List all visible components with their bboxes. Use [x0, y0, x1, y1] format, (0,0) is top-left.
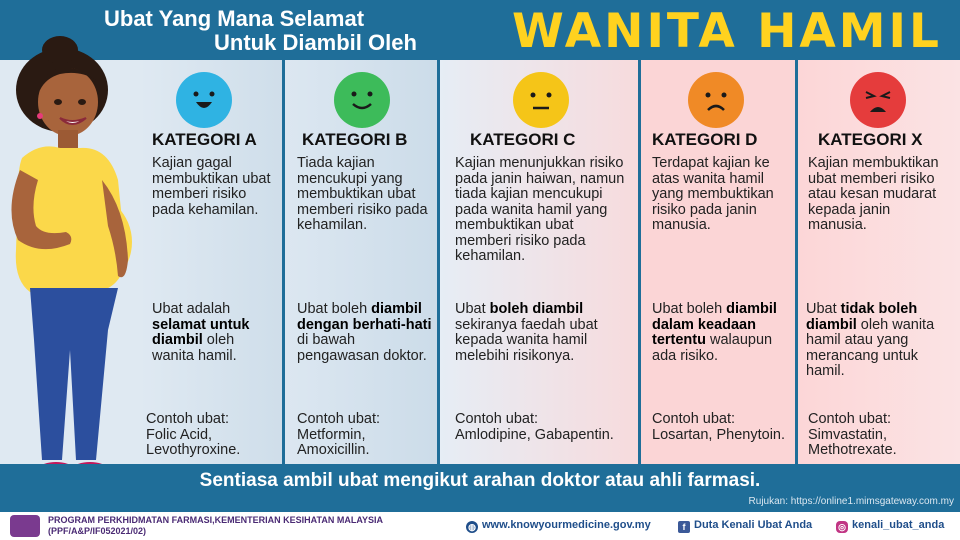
category-d-statement: Ubat boleh diambil dalam keadaan tertentu walaupun ada risiko.	[652, 301, 777, 364]
neutral-face-icon	[513, 72, 569, 128]
facebook-icon: f	[678, 521, 690, 533]
category-x-title: KATEGORI X	[818, 130, 923, 149]
ministry-logo	[10, 515, 40, 537]
separator	[795, 60, 798, 464]
header-title: WANITA HAMIL	[512, 4, 942, 59]
category-x-examples: Contoh ubat: Simvastatin, Methotrexate.	[808, 411, 897, 458]
program-info: PROGRAM PERKHIDMATAN FARMASI,KEMENTERIAN KESIHATAN MALAYSIA (PPF/A&P/IF052021/02)	[48, 515, 384, 536]
header-line1: Ubat Yang Mana Selamat	[104, 6, 365, 31]
smiling-face-icon	[334, 72, 390, 128]
website-link[interactable]: ◍ www.knowyourmedicine.gov.my	[466, 519, 651, 533]
category-c-statement: Ubat boleh diambil sekiranya faedah ubat kepada wanita hamil melebihi risikonya.	[455, 301, 598, 364]
category-a-title: KATEGORI A	[152, 130, 257, 149]
sad-face-icon	[688, 72, 744, 128]
category-a-examples: Contoh ubat: Folic Acid, Levothyroxine.	[146, 411, 241, 458]
category-d-examples: Contoh ubat: Losartan, Phenytoin.	[652, 411, 786, 443]
separator	[437, 60, 440, 464]
footer-message: Sentiasa ambil ubat mengikut arahan doktor atau ahli farmasi.	[199, 470, 761, 491]
category-c-examples: Contoh ubat: Amlodipine, Gabapentin.	[455, 411, 614, 443]
pregnant-woman-illustration	[0, 30, 140, 510]
category-d-description: Terdapat kajian ke atas wanita hamil yang membuktikan risiko pada janin manusia.	[652, 155, 774, 233]
separator	[638, 60, 641, 464]
category-a-statement: Ubat adalah selamat untuk diambil oleh wanita hamil.	[152, 301, 250, 364]
separator	[282, 60, 285, 464]
category-a-description: Kajian gagal membuktikan ubat memberi risiko pada kehamilan.	[152, 155, 271, 218]
reference-link[interactable]: Rujukan: https://online1.mimsgateway.com.my	[748, 496, 954, 507]
category-x-statement: Ubat tidak boleh diambil oleh wanita hamil atau yang merancang untuk hamil.	[806, 301, 935, 379]
globe-icon: ◍	[466, 521, 478, 533]
category-x-description: Kajian membuktikan ubat memberi risiko atau kesan mudarat kepada janin manusia.	[808, 155, 939, 233]
category-c-title: KATEGORI C	[470, 130, 576, 149]
category-b-description: Tiada kajian mencukupi yang membuktikan ubat memberi risiko pada kehamilan.	[297, 155, 428, 233]
category-b-statement: Ubat boleh diambil dengan berhati-hati di bawah pengawasan doktor.	[297, 301, 432, 364]
happy-face-icon	[176, 72, 232, 128]
instagram-icon: ◎	[836, 521, 848, 533]
category-d-title: KATEGORI D	[652, 130, 758, 149]
category-c-description: Kajian menunjukkan risiko pada janin haiwan, namun tiada kajian mencukupi pada wanita hamil yang membuktikan ubat memberi risiko pada kehamilan.	[455, 155, 625, 264]
instagram-link[interactable]: ◎ kenali_ubat_anda	[836, 519, 944, 533]
header-line2: Untuk Diambil Oleh	[214, 30, 417, 55]
category-b-title: KATEGORI B	[302, 130, 408, 149]
crying-face-icon	[850, 72, 906, 128]
category-b-examples: Contoh ubat: Metformin, Amoxicillin.	[297, 411, 381, 458]
facebook-link[interactable]: f Duta Kenali Ubat Anda	[678, 519, 812, 533]
